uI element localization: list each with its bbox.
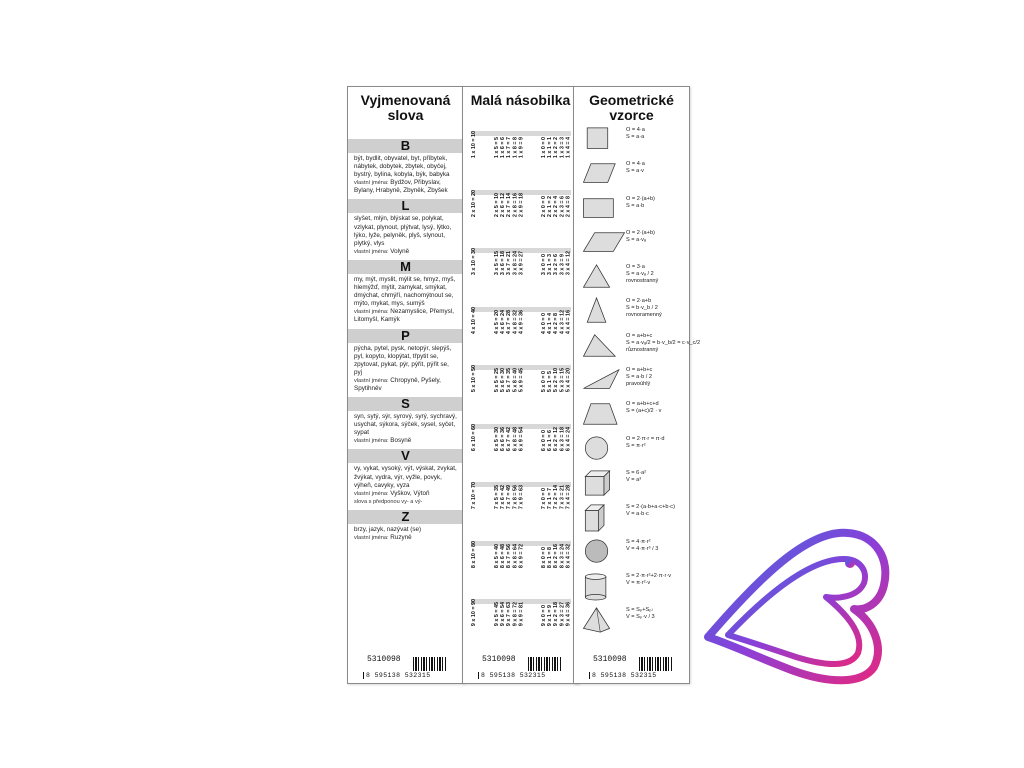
multiplication-table	[471, 422, 571, 481]
multiplication-table	[471, 597, 571, 656]
mala-nasobilka-strip	[462, 86, 579, 684]
table-entry: 1 x 7 = 7	[505, 137, 512, 159]
table-entry: 4 x 8 = 32	[511, 309, 518, 334]
formula-line: O = 2·(a+b)	[626, 229, 655, 236]
formula-line: S = π·r²	[626, 442, 646, 449]
formula-line: O = a+b+c+d	[626, 401, 659, 408]
own-names-label: vlastní jména:	[354, 490, 389, 497]
formula-row	[578, 466, 686, 500]
table-entry: 7 x 1 = 7	[546, 488, 553, 510]
formula-line: S = a·v	[626, 168, 644, 175]
formula-line: O = 4·a	[626, 127, 645, 133]
barcode-bars	[413, 657, 447, 671]
formula-text	[626, 470, 646, 484]
table-column	[471, 541, 477, 568]
word-list: syn, sytý, sýr, syrový, syrý, sychravý, usychat, sýkora, sýček, sysel, syčet, sypat	[354, 413, 457, 437]
table-entry: 3 x 0 = 0	[540, 254, 547, 276]
table-entry: 5 x 5 = 25	[493, 368, 500, 393]
table-entry: 9 x 8 = 72	[511, 602, 518, 627]
table-entry: 9 x 10 = 90	[471, 599, 477, 627]
table-entry: 7 x 0 = 0	[540, 488, 547, 510]
table-entry: 5 x 2 = 10	[552, 368, 559, 393]
strip1-sections	[348, 135, 463, 542]
table-column	[471, 307, 477, 334]
formula-line: V = 4·π·r³ / 3	[626, 545, 659, 552]
multiplication-table	[471, 129, 571, 188]
table-entry: 8 x 5 = 40	[493, 543, 500, 568]
section-words	[348, 526, 463, 542]
formula-text	[626, 436, 665, 450]
multiplication-table	[471, 305, 571, 364]
own-names: Volyně	[390, 247, 410, 255]
table-entry: 8 x 2 = 16	[552, 543, 559, 568]
table-columns	[471, 248, 571, 275]
formula-text	[626, 333, 700, 354]
table-entry: 6 x 4 = 24	[564, 426, 571, 451]
table-column	[541, 131, 571, 158]
table-entry: 2 x 0 = 0	[540, 195, 547, 217]
prefix-note: slova s předponou vy- a vý-	[354, 498, 423, 505]
table-column	[494, 482, 524, 509]
section-letter: Z	[348, 510, 463, 524]
formula-row	[578, 329, 701, 363]
formula-text	[626, 298, 662, 319]
table-entry: 7 x 8 = 56	[511, 485, 518, 510]
section-letter: M	[348, 260, 463, 274]
formula-text	[626, 230, 655, 244]
table-entry: 2 x 5 = 10	[493, 192, 500, 217]
table-entry: 9 x 5 = 45	[493, 602, 500, 627]
word-list: být, bydlit, obyvatel, byt, příbytek, nábytek, dobytek, zbytek, obyčej, bystrý, bylina, kobyla, býk, babyka	[354, 155, 450, 179]
table-entry: 4 x 0 = 0	[540, 312, 547, 334]
formula-line: V = Sₚ·v / 3	[626, 614, 655, 621]
barcode-bars	[639, 657, 673, 671]
multiplication-table	[471, 480, 571, 539]
section-words	[348, 155, 463, 195]
table-entry: 2 x 6 = 12	[499, 192, 506, 217]
table-entry: 4 x 5 = 20	[493, 309, 500, 334]
table-column	[494, 131, 524, 158]
own-names: Bosyně	[390, 437, 412, 445]
table-columns	[471, 131, 571, 158]
table-entry: 5 x 9 = 45	[517, 368, 524, 393]
word-section	[348, 199, 463, 255]
table-entry: 1 x 0 = 0	[540, 137, 547, 159]
table-entry: 7 x 9 = 63	[517, 485, 524, 510]
formula-text	[626, 264, 658, 285]
table-column	[494, 307, 524, 334]
table-column	[494, 599, 524, 626]
formula-text	[626, 504, 675, 518]
table-entry: 1 x 1 = 1	[546, 137, 553, 159]
formula-line: V = π·r²·v	[626, 579, 651, 586]
table-column	[541, 307, 571, 334]
section-words	[348, 276, 463, 325]
table-entry: 4 x 10 = 40	[471, 306, 477, 334]
table-columns	[471, 482, 571, 509]
formula-line: S = 2·(a·b+a·c+b·c)	[626, 504, 675, 511]
table-entry: 9 x 4 = 36	[564, 602, 571, 627]
formula-line: S = b·v_b / 2	[626, 305, 658, 312]
table-entry: 8 x 9 = 72	[517, 543, 524, 568]
vyjmenovana-slova-strip	[347, 86, 464, 684]
own-names-label: vlastní jména:	[354, 438, 389, 445]
multiplication-table	[471, 539, 571, 598]
formula-line: S = 2·π·r²+2·π·r·v	[626, 572, 672, 579]
formula-text	[626, 607, 655, 621]
table-entry: 3 x 9 = 27	[517, 251, 524, 276]
table-entry: 2 x 8 = 16	[511, 192, 518, 217]
pyramid-icon	[580, 606, 628, 634]
barcode	[589, 657, 675, 679]
strip3-title: Geometrické vzorce	[589, 92, 674, 123]
formula-line: S = a·b / 2	[626, 374, 652, 381]
formula-row	[578, 569, 686, 603]
formula-row	[578, 363, 686, 397]
formula-text	[626, 367, 652, 388]
table-entry: 8 x 8 = 64	[511, 543, 518, 568]
table-entry: 8 x 10 = 80	[471, 540, 477, 568]
formula-text	[626, 573, 671, 587]
word-section	[348, 397, 463, 445]
section-letter: L	[348, 199, 463, 213]
table-entry: 4 x 3 = 12	[558, 309, 565, 334]
formula-line: O = 4·a	[626, 161, 645, 168]
multiplication-tables	[471, 129, 571, 656]
table-entry: 7 x 10 = 70	[471, 482, 477, 510]
section-letter: V	[348, 449, 463, 463]
table-entry: 2 x 7 = 14	[505, 192, 512, 217]
table-entry: 8 x 4 = 32	[564, 543, 571, 568]
table-entry: 5 x 6 = 30	[499, 368, 506, 393]
formula-line: S = a·b	[626, 202, 645, 209]
table-entry: 9 x 1 = 9	[546, 605, 553, 627]
table-entry: 3 x 6 = 18	[499, 251, 506, 276]
table-entry: 9 x 2 = 18	[552, 602, 559, 627]
table-entry: 3 x 5 = 15	[493, 251, 500, 276]
own-names-label: vlastní jména:	[354, 535, 389, 541]
formula-row	[578, 260, 686, 294]
table-entry: 5 x 3 = 15	[558, 368, 565, 393]
formula-line: S = Sₚ+Sₚₗ	[626, 607, 653, 614]
own-names-label: vlastní jména:	[354, 377, 389, 384]
table-entry: 7 x 3 = 21	[558, 485, 565, 510]
square-icon	[580, 126, 628, 154]
section-words	[348, 413, 463, 445]
table-column	[471, 599, 477, 626]
word-section	[348, 449, 463, 505]
formula-line: O = 2·a+b	[626, 298, 652, 305]
table-entry: 5 x 8 = 40	[511, 368, 518, 393]
cube-icon	[580, 469, 628, 497]
formula-line: V = a·b·c	[626, 511, 649, 518]
formula-line: S = 4·π·r²	[626, 538, 651, 545]
table-entry: 6 x 2 = 12	[552, 426, 559, 451]
circle-icon	[580, 435, 628, 463]
table-entry: 5 x 0 = 0	[540, 371, 547, 393]
own-names: Bydžov, Přibyslav, Bylany, Hrabyně, Zbyněk, Zbyšek	[354, 179, 448, 195]
table-entry: 4 x 4 = 16	[564, 309, 571, 334]
strip1-title: Vyjmenovaná slova	[360, 92, 451, 123]
own-names-label: vlastní jména:	[354, 309, 389, 316]
own-names-label: vlastní jména:	[354, 248, 389, 255]
table-entry: 6 x 9 = 54	[517, 426, 524, 451]
table-entry: 9 x 7 = 63	[505, 602, 512, 627]
own-names: Vyškov, Výtoň	[390, 489, 430, 497]
table-entry: 6 x 6 = 36	[499, 426, 506, 451]
barcode-ean: 8 595138 532315	[363, 672, 431, 679]
table-entry: 2 x 3 = 6	[558, 195, 565, 217]
table-entry: 2 x 2 = 4	[552, 195, 559, 217]
table-entry: 6 x 10 = 60	[471, 423, 477, 451]
section-letter: S	[348, 397, 463, 411]
table-column	[541, 541, 571, 568]
table-columns	[471, 599, 571, 626]
table-entry: 7 x 4 = 28	[564, 485, 571, 510]
bird-logo-icon	[698, 519, 894, 687]
word-list: slyšet, mlýn, blýskat se, polykat, vzlykat, plynout, plýtvat, lysý, lýtko, lýko, lyže, pelyněk, plyš, slynout, plytký, vlys	[354, 215, 452, 247]
table-entry: 3 x 7 = 21	[505, 251, 512, 276]
table-column	[471, 131, 477, 158]
own-names: Ruzyně	[390, 534, 412, 541]
section-words	[348, 215, 463, 255]
barcode-code: 5310098	[367, 655, 401, 664]
table-entry: 1 x 5 = 5	[493, 137, 500, 159]
table-entry: 1 x 2 = 2	[552, 137, 559, 159]
table-column	[494, 248, 524, 275]
table-entry: 9 x 0 = 0	[540, 605, 547, 627]
word-section	[348, 510, 463, 542]
word-section	[348, 329, 463, 394]
table-entry: 1 x 8 = 8	[511, 137, 518, 159]
table-entry: 1 x 4 = 4	[564, 137, 571, 159]
parallelogram-icon	[580, 229, 628, 257]
own-names: Chropyně, Pyšely, Spytihněv	[354, 376, 441, 392]
multiplication-table	[471, 246, 571, 305]
table-column	[541, 599, 571, 626]
table-entry: 7 x 7 = 49	[505, 485, 512, 510]
barcode-bars	[528, 657, 562, 671]
table-entry: 6 x 0 = 0	[540, 429, 547, 451]
formula-row	[578, 226, 686, 260]
formula-row	[578, 123, 686, 157]
formula-line: O = 3·a	[626, 264, 645, 271]
table-entry: 9 x 6 = 54	[499, 602, 506, 627]
table-entry: 8 x 7 = 56	[505, 543, 512, 568]
table-column	[494, 190, 524, 217]
table-column	[541, 365, 571, 392]
triangle-right-icon	[580, 366, 628, 394]
section-words	[348, 465, 463, 505]
formula-text	[626, 127, 645, 141]
formula-row	[578, 294, 686, 328]
table-columns	[471, 424, 571, 451]
formula-line: V = a³	[626, 476, 642, 483]
geometricke-vzorce-strip	[573, 86, 701, 684]
table-column	[494, 365, 524, 392]
table-column	[541, 424, 571, 451]
word-list: vy, vykat, vysoký, výt, výskat, zvykat, žvýkat, vydra, výr, vyžle, povyk, výheň, cavyky, vyza	[354, 465, 457, 489]
table-entry: 2 x 4 = 8	[564, 195, 571, 217]
table-entry: 4 x 2 = 8	[552, 312, 559, 334]
trapezoid-icon	[580, 400, 628, 428]
table-entry: 1 x 9 = 9	[517, 137, 524, 159]
table-columns	[471, 365, 571, 392]
triangle-isosceles-icon	[580, 297, 628, 325]
formula-row	[578, 535, 686, 569]
table-entry: 6 x 3 = 18	[558, 426, 565, 451]
multiplication-table	[471, 363, 571, 422]
formula-line: S = a·a	[626, 134, 645, 140]
word-list: brzy, jazyk, nazývat (se)	[354, 525, 422, 533]
formula-list	[578, 123, 701, 637]
section-words	[348, 345, 463, 394]
table-entry: 4 x 9 = 36	[517, 309, 524, 334]
formula-text	[626, 161, 645, 175]
table-entry: 5 x 1 = 5	[546, 371, 553, 393]
table-entry: 4 x 6 = 24	[499, 309, 506, 334]
table-entry: 7 x 2 = 14	[552, 485, 559, 510]
word-list: pýcha, pytel, pysk, netopýr, slepýš, pyl, kopyto, klopýtat, třpytit se, zpytovat, pykat, pýr, pýřit, pýřit se, pyj	[354, 344, 452, 376]
table-entry: 4 x 1 = 4	[546, 312, 553, 334]
table-entry: 3 x 2 = 6	[552, 254, 559, 276]
section-letter: P	[348, 329, 463, 343]
table-entry: 3 x 8 = 24	[511, 251, 518, 276]
formula-line: pravoúhlý	[626, 381, 651, 388]
table-column	[494, 541, 524, 568]
table-entry: 1 x 6 = 6	[499, 137, 506, 159]
formula-text	[626, 196, 655, 210]
cylinder-icon	[580, 572, 628, 600]
formula-row	[578, 192, 686, 226]
table-entry: 1 x 10 = 10	[471, 131, 477, 159]
formula-row	[578, 603, 686, 637]
table-entry: 6 x 5 = 30	[493, 426, 500, 451]
formula-line: rovnoramenný	[626, 312, 662, 319]
formula-line: S = a·vₐ/2 = b·v_b/2 = c·v_c/2	[626, 339, 701, 346]
table-entry: 5 x 7 = 35	[505, 368, 512, 393]
table-entry: 3 x 3 = 9	[558, 254, 565, 276]
formula-line: O = a+b+c	[626, 367, 653, 374]
table-entry: 5 x 10 = 50	[471, 365, 477, 393]
word-list: my, mýt, myslit, mýlit se, hmyz, myš, hlemýžď, mýtit, zamykat, smýkat, dmýchat, chmýří, nachomýtnout se, mýto, mykat, mys, sumýš	[354, 275, 456, 308]
barcode-ean: 8 595138 532315	[478, 672, 546, 679]
table-column	[541, 482, 571, 509]
formula-line: S = a·vₐ / 2	[626, 271, 654, 278]
rhombus-icon	[580, 160, 628, 188]
table-entry: 9 x 9 = 81	[517, 602, 524, 627]
multiplication-table	[471, 188, 571, 247]
table-entry: 6 x 7 = 42	[505, 426, 512, 451]
table-entry: 2 x 10 = 20	[471, 189, 477, 217]
table-entry: 9 x 3 = 27	[558, 602, 565, 627]
table-columns	[471, 190, 571, 217]
table-entry: 3 x 10 = 30	[471, 248, 477, 276]
table-column	[471, 365, 477, 392]
formula-line: O = a+b+c	[626, 332, 653, 339]
strip2-title: Malá násobilka	[470, 92, 571, 108]
formula-line: rovnostranný	[626, 278, 659, 285]
table-columns	[471, 541, 571, 568]
barcode	[478, 657, 564, 679]
formula-text	[626, 401, 661, 415]
table-entry: 3 x 1 = 3	[546, 254, 553, 276]
table-entry: 3 x 4 = 12	[564, 251, 571, 276]
table-column	[471, 424, 477, 451]
own-names-label: vlastní jména:	[354, 180, 389, 187]
table-columns	[471, 307, 571, 334]
table-entry: 5 x 4 = 20	[564, 368, 571, 393]
formula-text	[626, 539, 658, 553]
formula-line: O = 2·(a+b)	[626, 195, 655, 202]
own-names: Nezamyslice, Přemysl, Litomyšl, Kamýk	[354, 308, 454, 324]
table-entry: 8 x 1 = 8	[546, 546, 553, 568]
table-column	[471, 482, 477, 509]
formula-row	[578, 397, 686, 431]
table-column	[471, 190, 477, 217]
table-entry: 2 x 9 = 18	[517, 192, 524, 217]
section-letter: B	[348, 139, 463, 153]
rectangle-icon	[580, 195, 628, 223]
formula-line: S = a·vₐ	[626, 236, 646, 243]
table-entry: 4 x 7 = 28	[505, 309, 512, 334]
table-column	[471, 248, 477, 275]
triangle-scalene-icon	[580, 332, 628, 360]
table-column	[541, 248, 571, 275]
table-entry: 6 x 1 = 6	[546, 429, 553, 451]
table-entry: 8 x 0 = 0	[540, 546, 547, 568]
barcode-code: 5310098	[482, 655, 516, 664]
table-column	[494, 424, 524, 451]
formula-line: různostranný	[626, 346, 659, 353]
formula-line: S = (a+c)/2 · v	[626, 408, 662, 415]
table-entry: 1 x 3 = 3	[558, 137, 565, 159]
table-entry: 2 x 1 = 2	[546, 195, 553, 217]
cuboid-icon	[580, 503, 628, 531]
table-entry: 8 x 3 = 24	[558, 543, 565, 568]
formula-line: O = 2·π·r = π·d	[626, 435, 665, 442]
table-entry: 8 x 6 = 48	[499, 543, 506, 568]
table-entry: 7 x 6 = 42	[499, 485, 506, 510]
triangle-equilateral-icon	[580, 263, 628, 291]
barcode-ean: 8 595138 532315	[589, 672, 657, 679]
formula-row	[578, 157, 686, 191]
word-section	[348, 139, 463, 195]
sphere-icon	[580, 538, 628, 566]
table-column	[541, 190, 571, 217]
table-entry: 6 x 8 = 48	[511, 426, 518, 451]
barcode-code: 5310098	[593, 655, 627, 664]
formula-line: S = 6·a²	[626, 469, 647, 476]
barcode	[363, 657, 449, 679]
word-section	[348, 260, 463, 325]
formula-row	[578, 500, 686, 534]
table-entry: 7 x 5 = 35	[493, 485, 500, 510]
formula-row	[578, 432, 686, 466]
